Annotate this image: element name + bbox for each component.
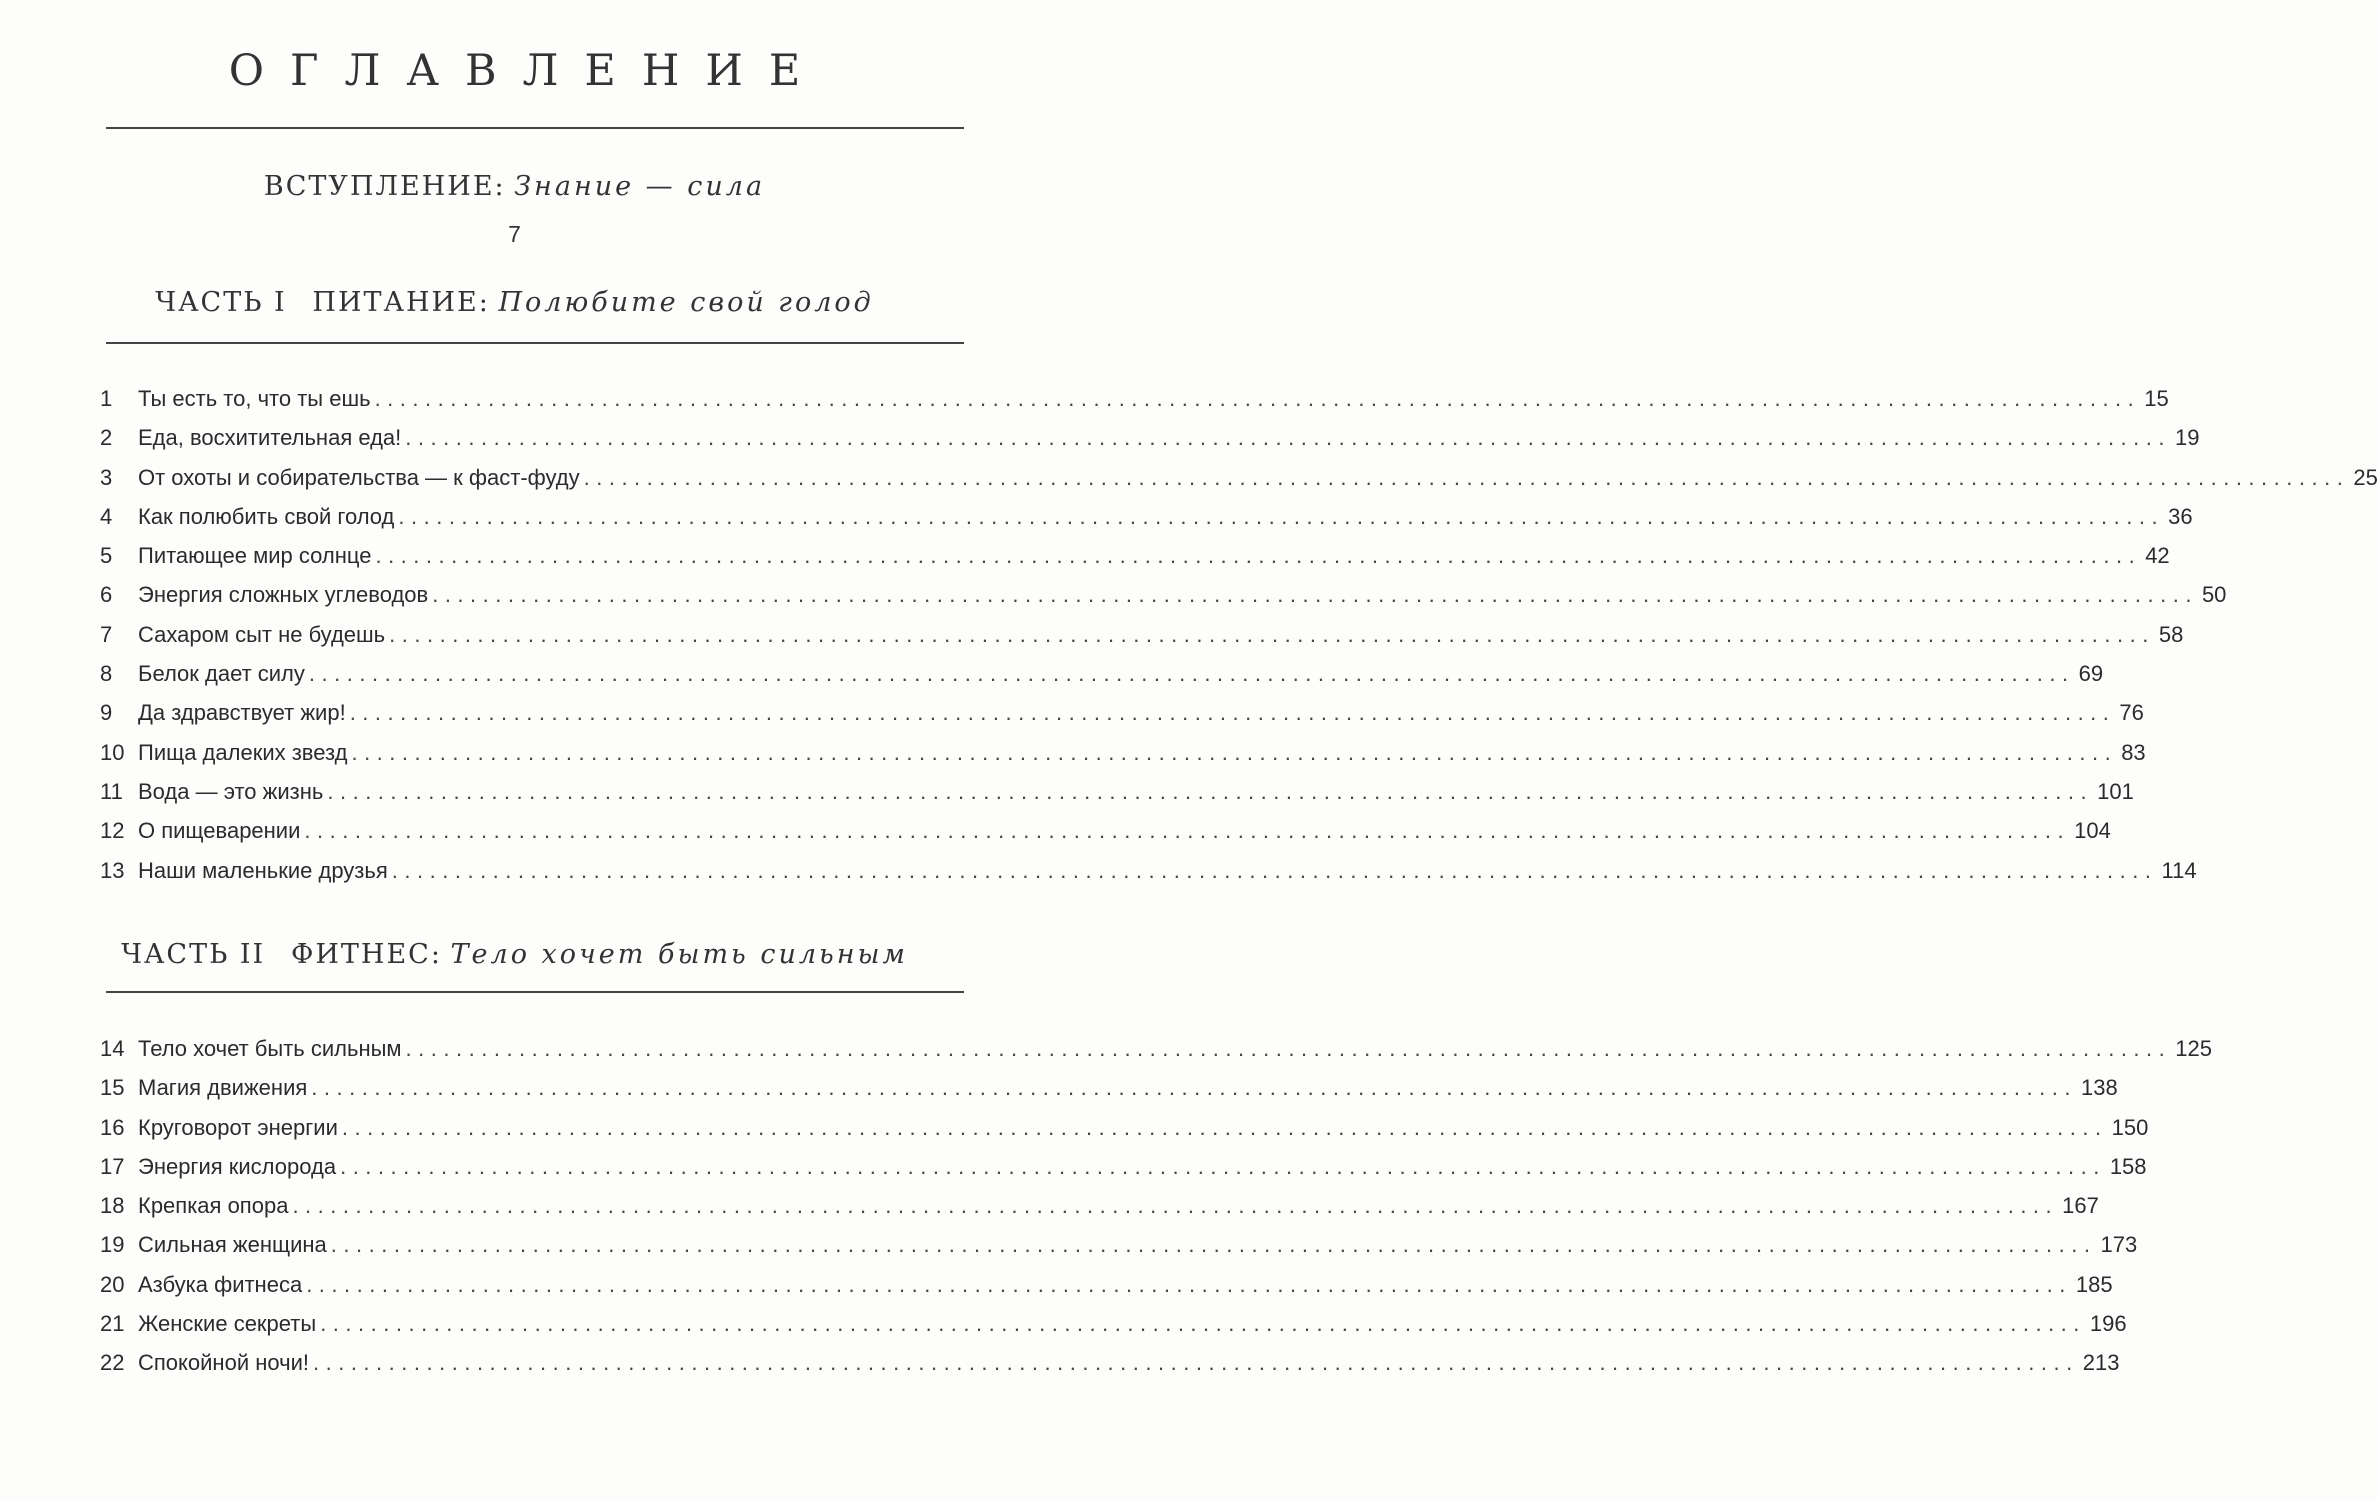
part-name: ПИТАНИЕ: (312, 287, 490, 318)
chapter-number: 10 (100, 739, 125, 765)
dot-leader: ............................................................................................................................................ (374, 386, 2141, 411)
dot-leader: ............................................................................................................................................ (341, 1114, 2108, 1140)
dot-leader: ............................................................................................................................................ (311, 1075, 2077, 1101)
toc-entry (100, 654, 2104, 693)
part-1-heading (0, 287, 1029, 318)
toc-entry (100, 733, 2146, 772)
chapter-title: Магия движения (138, 1075, 308, 1101)
chapter-title: Крепкая опора (138, 1193, 289, 1219)
dot-leader: ............................................................................................................................................ (312, 1350, 2079, 1376)
dot-leader: ............................................................................................................................................ (391, 857, 2158, 883)
chapter-number: 11 (100, 778, 123, 804)
chapter-page-number: 15 (2144, 386, 2169, 411)
dot-leader: ............................................................................................................................................ (349, 700, 2116, 726)
chapter-page-number: 58 (2158, 621, 2184, 647)
chapter-title: Сахаром сыт не будешь (138, 621, 386, 647)
chapter-title: Сильная женщина (138, 1232, 327, 1258)
toc-entry (100, 811, 2111, 850)
intro-label: ВСТУПЛЕНИЕ: (263, 171, 506, 202)
dot-leader: ............................................................................................................................................ (306, 1271, 2072, 1297)
dot-leader: ............................................................................................................................................ (389, 621, 2155, 647)
toc-entry (100, 615, 2184, 654)
toc-entry (100, 497, 2193, 536)
dot-leader: ............................................................................................................................................ (320, 1311, 2086, 1337)
toc-entry (100, 575, 2227, 614)
chapter-title: Вода — это жизнь (138, 778, 324, 804)
chapter-title: Круговорот энергии (138, 1114, 338, 1140)
chapter-number: 5 (100, 543, 113, 569)
dot-leader: ............................................................................................................................................ (432, 582, 2198, 608)
chapter-page-number: 167 (2062, 1193, 2099, 1219)
part-subtitle: Тело хочет быть сильным (450, 939, 908, 970)
dot-leader: ............................................................................................................................................ (398, 503, 2165, 529)
toc-entry (100, 851, 2197, 890)
chapter-title: От охоты и собирательства — к фаст-фуду (138, 464, 580, 490)
dot-leader: ............................................................................................................................................ (327, 778, 2094, 804)
chapter-title: Питающее мир солнце (138, 543, 372, 569)
chapter-number: 14 (100, 1036, 125, 1061)
toc-entry (100, 1108, 2149, 1147)
chapter-number: 12 (100, 818, 125, 844)
toc-entry (100, 536, 2170, 575)
title-divider (106, 127, 964, 129)
chapter-number: 4 (100, 503, 113, 529)
chapter-title: Пища далеких звезд (138, 739, 348, 765)
chapter-page-number: 158 (2109, 1153, 2147, 1179)
chapter-title: Наши маленькие друзья (138, 857, 388, 883)
toc-entry (100, 1304, 2127, 1343)
chapter-page-number: 150 (2111, 1114, 2149, 1140)
chapter-page-number: 104 (2074, 818, 2111, 844)
part-subtitle: Полюбите свой голод (498, 287, 874, 318)
chapter-title: Энергия кислорода (138, 1153, 337, 1179)
chapter-number: 13 (100, 857, 125, 883)
chapter-number: 9 (100, 700, 113, 726)
chapter-title: Ты есть то, что ты ешь (138, 386, 371, 411)
chapter-page-number: 138 (2081, 1075, 2118, 1101)
toc-entry (100, 379, 2169, 418)
chapter-number: 18 (100, 1193, 125, 1219)
toc-entry (100, 458, 2378, 497)
chapter-number: 19 (100, 1232, 125, 1258)
part-1-divider (106, 342, 964, 344)
toc-entry (100, 1029, 2212, 1068)
chapter-page-number: 50 (2201, 582, 2227, 608)
chapter-page-number: 185 (2075, 1271, 2113, 1297)
chapter-page-number: 76 (2119, 700, 2144, 726)
chapter-title: Белок дает силу (138, 661, 305, 687)
toc-entry (100, 1225, 2138, 1264)
chapter-page-number: 196 (2089, 1311, 2127, 1337)
part-label: ЧАСТЬ II (121, 939, 266, 970)
dot-leader: ............................................................................................................................................ (375, 543, 2142, 569)
chapter-title: О пищеварении (138, 818, 301, 844)
page-title: ОГЛАВЛЕНИЕ (228, 46, 827, 96)
chapter-number: 7 (100, 621, 113, 647)
part-name: ФИТНЕС: (290, 939, 442, 970)
dot-leader: ............................................................................................................................................ (583, 464, 2350, 490)
chapter-title: Спокойной ночи! (138, 1350, 309, 1376)
toc-entry (100, 772, 2134, 811)
dot-leader: ............................................................................................................................................ (304, 818, 2071, 844)
dot-leader: ............................................................................................................................................ (351, 739, 2118, 765)
toc-entry (100, 693, 2144, 732)
chapter-page-number: 125 (2175, 1036, 2212, 1061)
chapter-number: 6 (100, 582, 113, 608)
part-2-heading (0, 939, 1029, 970)
chapter-page-number: 19 (2175, 425, 2200, 451)
chapter-number: 20 (100, 1271, 125, 1297)
toc-entry (100, 1068, 2118, 1107)
chapter-number: 21 (100, 1311, 125, 1337)
chapter-page-number: 42 (2145, 543, 2170, 569)
chapter-title: Как полюбить свой голод (138, 503, 395, 529)
dot-leader: ............................................................................................................................................ (405, 1036, 2172, 1061)
dot-leader: ............................................................................................................................................ (330, 1232, 2097, 1258)
chapter-page-number: 69 (2078, 661, 2104, 687)
part-1-chapter-list (100, 379, 2378, 890)
chapter-number: 2 (100, 425, 113, 451)
chapter-page-number: 25 (2353, 464, 2378, 490)
chapter-page-number: 83 (2121, 739, 2146, 765)
part-2-chapter-list (100, 1029, 2212, 1383)
chapter-page-number: 101 (2097, 778, 2134, 804)
chapter-number: 1 (100, 386, 113, 411)
part-2-divider (106, 991, 964, 993)
chapter-title: Азбука фитнеса (138, 1271, 303, 1297)
dot-leader: ............................................................................................................................................ (405, 425, 2172, 451)
chapter-page-number: 36 (2168, 503, 2193, 529)
chapter-number: 8 (100, 661, 113, 687)
chapter-title: Энергия сложных углеводов (138, 582, 429, 608)
chapter-page-number: 114 (2161, 857, 2197, 883)
chapter-number: 17 (100, 1153, 125, 1179)
chapter-title: Женские секреты (138, 1311, 317, 1337)
toc-entry (100, 418, 2200, 457)
intro-heading (0, 171, 1029, 202)
chapter-page-number: 173 (2100, 1232, 2138, 1258)
dot-leader: ............................................................................................................................................ (308, 661, 2075, 687)
chapter-number: 15 (100, 1075, 125, 1101)
chapter-number: 22 (100, 1350, 125, 1376)
chapter-title: Тело хочет быть сильным (138, 1036, 402, 1061)
toc-entry (100, 1343, 2120, 1382)
intro-subtitle: Знание — сила (514, 171, 766, 202)
part-label: ЧАСТЬ I (155, 287, 287, 318)
chapter-number: 3 (100, 464, 113, 490)
toc-entry (100, 1265, 2113, 1304)
toc-entry (100, 1147, 2147, 1186)
intro-page-number: 7 (508, 221, 521, 247)
chapter-number: 16 (100, 1114, 125, 1140)
toc-entry (100, 1186, 2099, 1225)
chapter-page-number: 213 (2082, 1350, 2120, 1376)
chapter-title: Еда, восхитительная еда! (138, 425, 402, 451)
chapter-title: Да здравствует жир! (138, 700, 346, 726)
dot-leader: ............................................................................................................................................ (292, 1193, 2059, 1219)
dot-leader: ............................................................................................................................................ (340, 1153, 2106, 1179)
